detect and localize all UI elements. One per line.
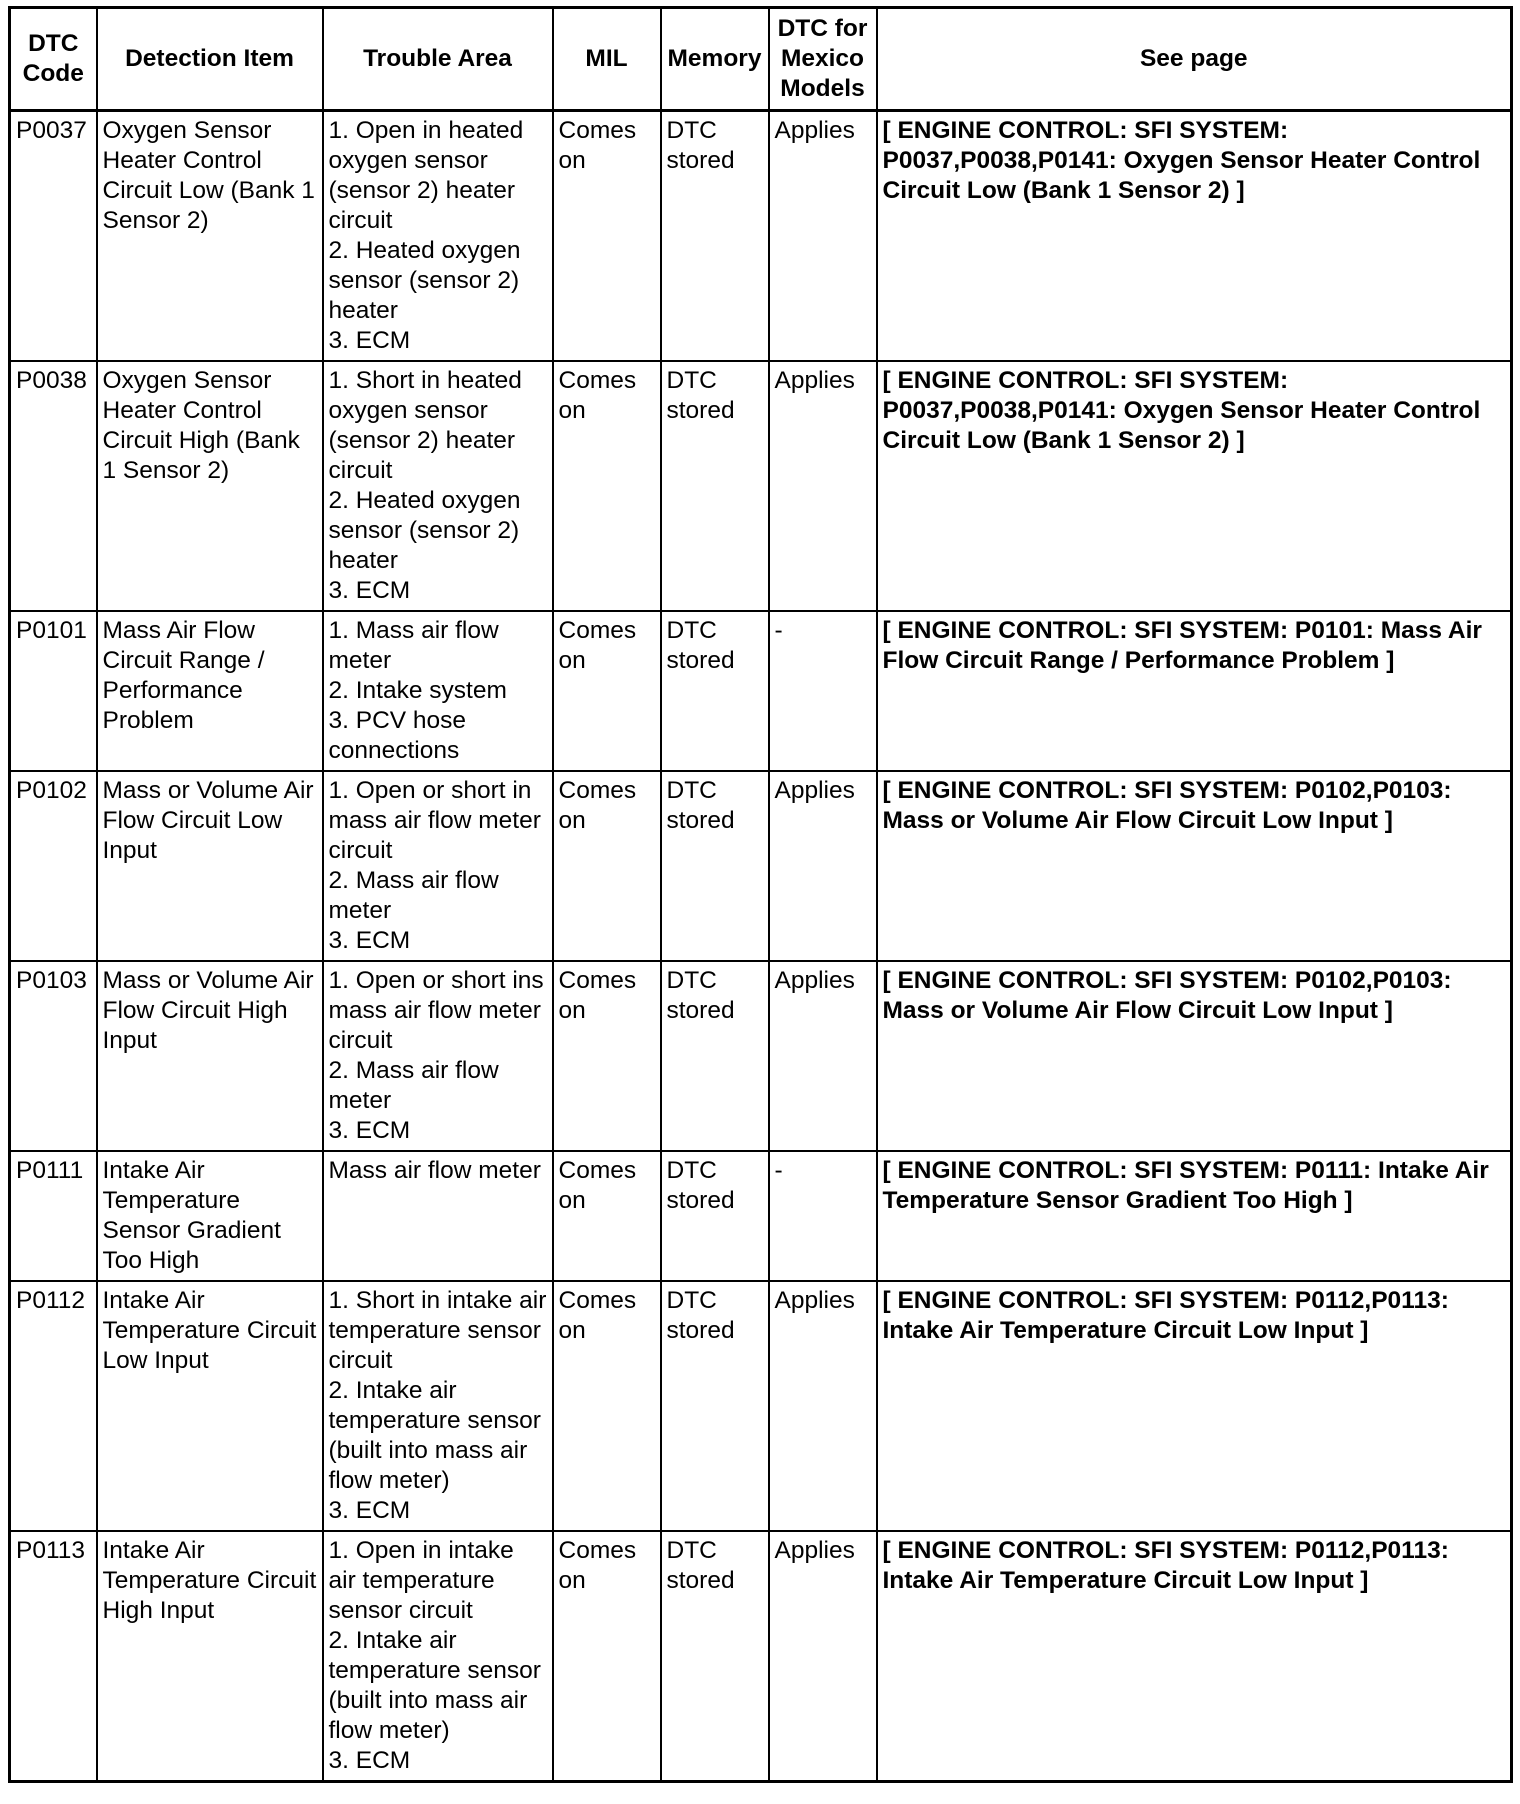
mil-cell: Comes on (553, 771, 661, 961)
dtc-code-cell: P0037 (10, 111, 97, 362)
dtc-document (8, 6, 1510, 1783)
dtc-code-cell: P0038 (10, 361, 97, 611)
mil-cell: Comes on (553, 361, 661, 611)
detection-item-cell: Intake Air Temperature Sensor Gradient Too High (97, 1151, 323, 1281)
trouble-area-cell: 1. Mass air flow meter 2. Intake system 3. PCV hose connections (323, 611, 553, 771)
table-row (10, 771, 1512, 961)
memory-cell: DTC stored (661, 961, 769, 1151)
dtc-code-cell: P0103 (10, 961, 97, 1151)
trouble-area-cell: 1. Open or short in mass air flow meter circuit 2. Mass air flow meter 3. ECM (323, 771, 553, 961)
detection-item-cell: Mass Air Flow Circuit Range / Performance Problem (97, 611, 323, 771)
mil-cell: Comes on (553, 1281, 661, 1531)
header-mil: MIL (553, 8, 661, 111)
detection-item-cell: Intake Air Temperature Circuit High Input (97, 1531, 323, 1782)
table-row (10, 1531, 1512, 1782)
header-detection-item: Detection Item (97, 8, 323, 111)
detection-item-cell: Mass or Volume Air Flow Circuit High Input (97, 961, 323, 1151)
dtc-code-cell: P0111 (10, 1151, 97, 1281)
trouble-area-cell: 1. Short in heated oxygen sensor (sensor 2) heater circuit 2. Heated oxygen sensor (sensor 2) heater 3. ECM (323, 361, 553, 611)
see-page-link[interactable]: [ ENGINE CONTROL: SFI SYSTEM: P0112,P0113: Intake Air Temperature Circuit Low Input ] (877, 1281, 1512, 1531)
table-row (10, 111, 1512, 362)
mexico-cell: Applies (769, 361, 877, 611)
see-page-link[interactable]: [ ENGINE CONTROL: SFI SYSTEM: P0037,P0038,P0141: Oxygen Sensor Heater Control Circuit Low (Bank 1 Sensor 2) ] (877, 361, 1512, 611)
header-dtc-for-mexico: DTC for Mexico Models (769, 8, 877, 111)
table-row (10, 1151, 1512, 1281)
mil-cell: Comes on (553, 611, 661, 771)
mexico-cell: Applies (769, 111, 877, 362)
memory-cell: DTC stored (661, 1151, 769, 1281)
header-dtc-code: DTC Code (10, 8, 97, 111)
table-row (10, 361, 1512, 611)
table-row (10, 1281, 1512, 1531)
trouble-area-cell: 1. Short in intake air temperature sensor circuit 2. Intake air temperature sensor (built into mass air flow meter) 3. ECM (323, 1281, 553, 1531)
memory-cell: DTC stored (661, 361, 769, 611)
memory-cell: DTC stored (661, 1531, 769, 1782)
header-memory: Memory (661, 8, 769, 111)
detection-item-cell: Oxygen Sensor Heater Control Circuit Low (Bank 1 Sensor 2) (97, 111, 323, 362)
detection-item-cell: Mass or Volume Air Flow Circuit Low Input (97, 771, 323, 961)
trouble-area-cell: 1. Open or short ins mass air flow meter circuit 2. Mass air flow meter 3. ECM (323, 961, 553, 1151)
memory-cell: DTC stored (661, 1281, 769, 1531)
trouble-area-cell: Mass air flow meter (323, 1151, 553, 1281)
dtc-code-cell: P0113 (10, 1531, 97, 1782)
trouble-area-cell: 1. Open in intake air temperature sensor circuit 2. Intake air temperature sensor (built into mass air flow meter) 3. ECM (323, 1531, 553, 1782)
see-page-link[interactable]: [ ENGINE CONTROL: SFI SYSTEM: P0101: Mass Air Flow Circuit Range / Performance Problem ] (877, 611, 1512, 771)
mexico-cell: Applies (769, 771, 877, 961)
mexico-cell: - (769, 1151, 877, 1281)
mexico-cell: Applies (769, 1531, 877, 1782)
header-see-page: See page (877, 8, 1512, 111)
mil-cell: Comes on (553, 961, 661, 1151)
trouble-area-cell: 1. Open in heated oxygen sensor (sensor 2) heater circuit 2. Heated oxygen sensor (sensor 2) heater 3. ECM (323, 111, 553, 362)
memory-cell: DTC stored (661, 111, 769, 362)
dtc-table (8, 6, 1513, 1783)
table-row (10, 611, 1512, 771)
mexico-cell: Applies (769, 1281, 877, 1531)
see-page-link[interactable]: [ ENGINE CONTROL: SFI SYSTEM: P0112,P0113: Intake Air Temperature Circuit Low Input ] (877, 1531, 1512, 1782)
table-row (10, 961, 1512, 1151)
mexico-cell: - (769, 611, 877, 771)
header-row (10, 8, 1512, 111)
mil-cell: Comes on (553, 111, 661, 362)
mil-cell: Comes on (553, 1531, 661, 1782)
see-page-link[interactable]: [ ENGINE CONTROL: SFI SYSTEM: P0102,P0103: Mass or Volume Air Flow Circuit Low Input ] (877, 771, 1512, 961)
see-page-link[interactable]: [ ENGINE CONTROL: SFI SYSTEM: P0111: Intake Air Temperature Sensor Gradient Too High ] (877, 1151, 1512, 1281)
detection-item-cell: Intake Air Temperature Circuit Low Input (97, 1281, 323, 1531)
mexico-cell: Applies (769, 961, 877, 1151)
header-trouble-area: Trouble Area (323, 8, 553, 111)
detection-item-cell: Oxygen Sensor Heater Control Circuit High (Bank 1 Sensor 2) (97, 361, 323, 611)
mil-cell: Comes on (553, 1151, 661, 1281)
dtc-code-cell: P0112 (10, 1281, 97, 1531)
memory-cell: DTC stored (661, 771, 769, 961)
dtc-code-cell: P0102 (10, 771, 97, 961)
memory-cell: DTC stored (661, 611, 769, 771)
see-page-link[interactable]: [ ENGINE CONTROL: SFI SYSTEM: P0037,P0038,P0141: Oxygen Sensor Heater Control Circuit Low (Bank 1 Sensor 2) ] (877, 111, 1512, 362)
dtc-code-cell: P0101 (10, 611, 97, 771)
see-page-link[interactable]: [ ENGINE CONTROL: SFI SYSTEM: P0102,P0103: Mass or Volume Air Flow Circuit Low Input ] (877, 961, 1512, 1151)
